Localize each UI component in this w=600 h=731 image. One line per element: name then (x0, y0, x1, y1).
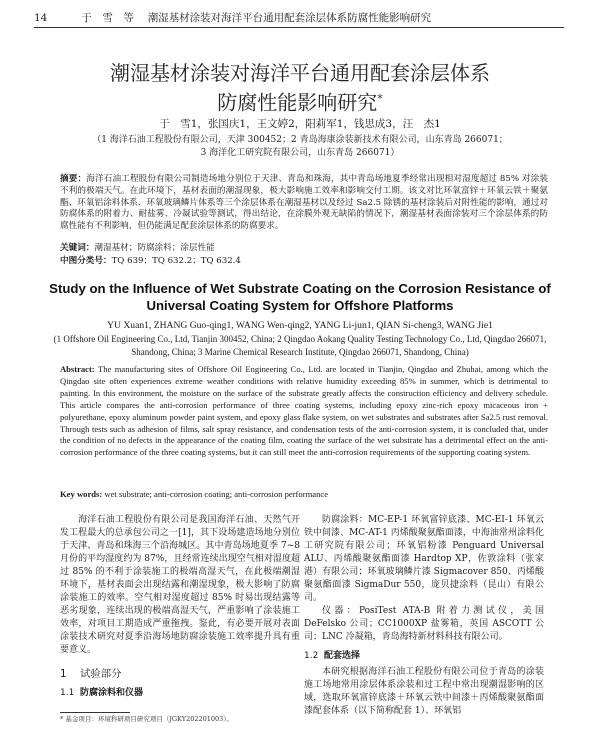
running-head-title: 潮湿基材涂装对海洋平台通用配套涂层体系防腐性能影响研究 (147, 12, 432, 24)
english-authors: YU Xuan1, ZHANG Guo-qing1, WANG Wen-qing2, YANG Li-jun1, QIAN Si-cheng3, WANG Jie1 (107, 320, 493, 331)
chinese-abstract-label: 摘要： (60, 174, 87, 184)
subsection-title: 配套选择 (324, 651, 361, 661)
chinese-authors: 于 雪1，张国庆1，王文婷2，阳莉军1，钱思成3，汪 杰1 (159, 118, 441, 130)
english-abstract-text: The manufacturing sites of Offshore Oil Engineering Co., Ltd. are located in Tianjin, Qingdao and Zhuhai, among which the Qingdao site often experiences extreme weather conditions with relative humidity exceeding 85% in summer, which is detrimental to painting. In this environment, the moisture on the surface of the substrate greatly affects the construction efficiency and delivery schedule. This article compares the anti-corrosion performance of three coating systems, including epoxy zinc-rich epoxy micaceous iron + polyurethane, epoxy aluminum powder paint system, and epoxy glass flake system, on wet substrates and substrates after Sa2.5 rust removal. Through tests such as adhesion of films, salt spray resistance, and condensation tests of the anti-corrosion system, it is concluded that, under the condition of no defects in the appearance of the coating film, coating the surface of the wet substrate has a detrimental effect on the anti-corrosion performance of the three coating systems, but it can still meet the anti-corrosion requirements of the supporting coating system. (60, 364, 549, 458)
chinese-keywords-label: 关键词： (60, 243, 95, 253)
funding-mark: * (377, 92, 383, 105)
chinese-affiliation-line1: （1 海洋石油工程股份有限公司，天津 300452；2 青岛海康涂装新技术有限公司，山东青岛 266071； (92, 135, 508, 145)
introduction-paragraph: 海洋石油工程股份有限公司是我国海洋石油、天然气开发工程最大的总承包公司之一[1]，其下设场建造场地分别位于天津、青岛和珠海三个沿海城区。其中青岛场地夏季 7~8 月份的平均湿度约为 87%，且经常连续出现空气相对湿度超过 85% 的不利于涂装施工的极端高湿天气，在此极端潮湿环境下，基材表面会出现结露和潮湿现象，极大影响了防腐涂装施工的效率。空气相对湿度超过 85% 时易出现结露等恶劣现象，连续出现的极端高湿天气，严重影响了涂装施工效率，对项目工期造成严重拖拽。鉴此，有必要开展对表面涂装技术研究对夏季沿海场地防腐涂装施工效率提升具有重要意义。 (60, 515, 300, 655)
section-number: 1 (60, 668, 67, 680)
chinese-abstract-text: 海洋石油工程股份有限公司制造场地分别位于天津、青岛和珠海，其中青岛场地夏季经常出现相对湿度超过 85% 对涂装不利的极端天气。在此环境下，基材表面的潮湿现象，极大影响施工效率和影响交付工期。该文对比环氧富锌＋环氧云铁＋聚氨酯、环氧铝涂料体系、环氧玻璃鳞片体系等三个涂层体系在潮湿基材以及经过 Sa2.5 除锈的基材涂装后对附性能的影响，通过对防腐体系的附着力、耐盐雾、冷凝试验等测试，得出结论，在涂膜外观无缺陷的情况下，潮湿基材表面涂装对三个涂层体系的防腐性能有不利影响，但仍能满足配套涂层体系的防腐要求。 (60, 174, 548, 232)
subsection-number: 1.2 (304, 651, 319, 661)
chinese-title-line1: 潮湿基材涂装对海洋平台通用配套涂层体系 (110, 61, 490, 85)
subsection-heading (304, 650, 544, 663)
english-abstract-label: Abstract: (60, 364, 95, 374)
chinese-keywords-text: 潮湿基材；防腐涂料；涂层性能 (94, 243, 215, 253)
page-number: 14 (34, 12, 48, 24)
footnote-rule (60, 712, 130, 713)
chinese-abstract (60, 174, 548, 233)
english-title: Study on the Influence of Wet Substrate Coating on the Corrosion Resistance of Universal Coating System for Offshore Platforms (49, 281, 551, 313)
chinese-title-line2: 防腐性能影响研究 (217, 90, 378, 115)
english-keywords-label: Key words: (60, 489, 103, 499)
english-keywords (60, 488, 548, 500)
body-left-column (60, 514, 300, 703)
section-title: 试验部分 (80, 668, 122, 680)
english-keywords-text: wet substrate; anti-corrosion coating; anti-corrosion performance (104, 489, 329, 499)
subsection-heading (60, 687, 300, 700)
chinese-affiliations (40, 134, 560, 160)
english-abstract (60, 364, 548, 459)
materials-paragraph: 防腐涂料：MC-EP-1 环氧富锌底漆、MC-EI-1 环氧云铁中间漆、MC-AT-1 丙烯酸聚氨酯面漆，中海油常州涂料化工研究院有限公司；环氧铝粉漆 Penguard Universal ALU、丙烯酸聚氨酯面漆 Hardtop XP，佐敦涂料（张家港）有限公司；环氧玻璃鳞片漆 Sigmacover 850、丙烯酸聚氨酯面漆 SigmaDur 550，庞贝捷涂料（昆山）有限公司。 (304, 515, 544, 603)
subsection-title: 防腐涂料和仪器 (80, 688, 144, 698)
classification-text: TQ 639；TQ 632.2；TQ 632.4 (111, 256, 241, 266)
selection-paragraph: 本研究根据海洋石油工程股份有限公司位于青岛的涂装施工场地常用涂层体系涂装和过工程中常出现潮湿影响的区域，选取环氧富锌底漆＋环氧云铁中间漆＋丙烯酸聚氨酯面漆配套体系（以下简称配套 1）、环氧铝 (304, 667, 544, 716)
section-heading (60, 667, 300, 681)
chinese-affiliation-line2: 3 海洋化工研究院有限公司，山东青岛 266071） (200, 148, 400, 158)
instruments-paragraph: 仪器：PosiTest ATA-B 附着力测试仪，美国 DeFelsko 公司；CC1000XP 盐雾箱，英国 ASCOTT 公司；LNC 冷凝箱，青岛海特新材料科技有限公司。 (304, 606, 544, 642)
chinese-title (40, 60, 560, 116)
chinese-keywords (60, 242, 548, 254)
body-right-column (304, 514, 544, 718)
classification-label: 中图分类号： (60, 256, 112, 266)
running-head-authors: 于 雪 等 (81, 12, 134, 24)
english-affiliations: (1 Offshore Oil Engineering Co., Ltd, Tianjin 300452, China; 2 Qingdao Aokang Quality Testing Technology Co., Ltd, Qingdao 266071, Shandong, China; 3 Marine Chemical Research Institute, Qingdao 266071, Shandong, China) (53, 334, 547, 357)
subsection-number: 1.1 (60, 688, 75, 698)
funding-footnote: * 基金项目：环境科研项目研究项目（JGKY202201003）。 (60, 715, 234, 723)
running-head (34, 9, 564, 28)
classification-number (60, 255, 548, 267)
